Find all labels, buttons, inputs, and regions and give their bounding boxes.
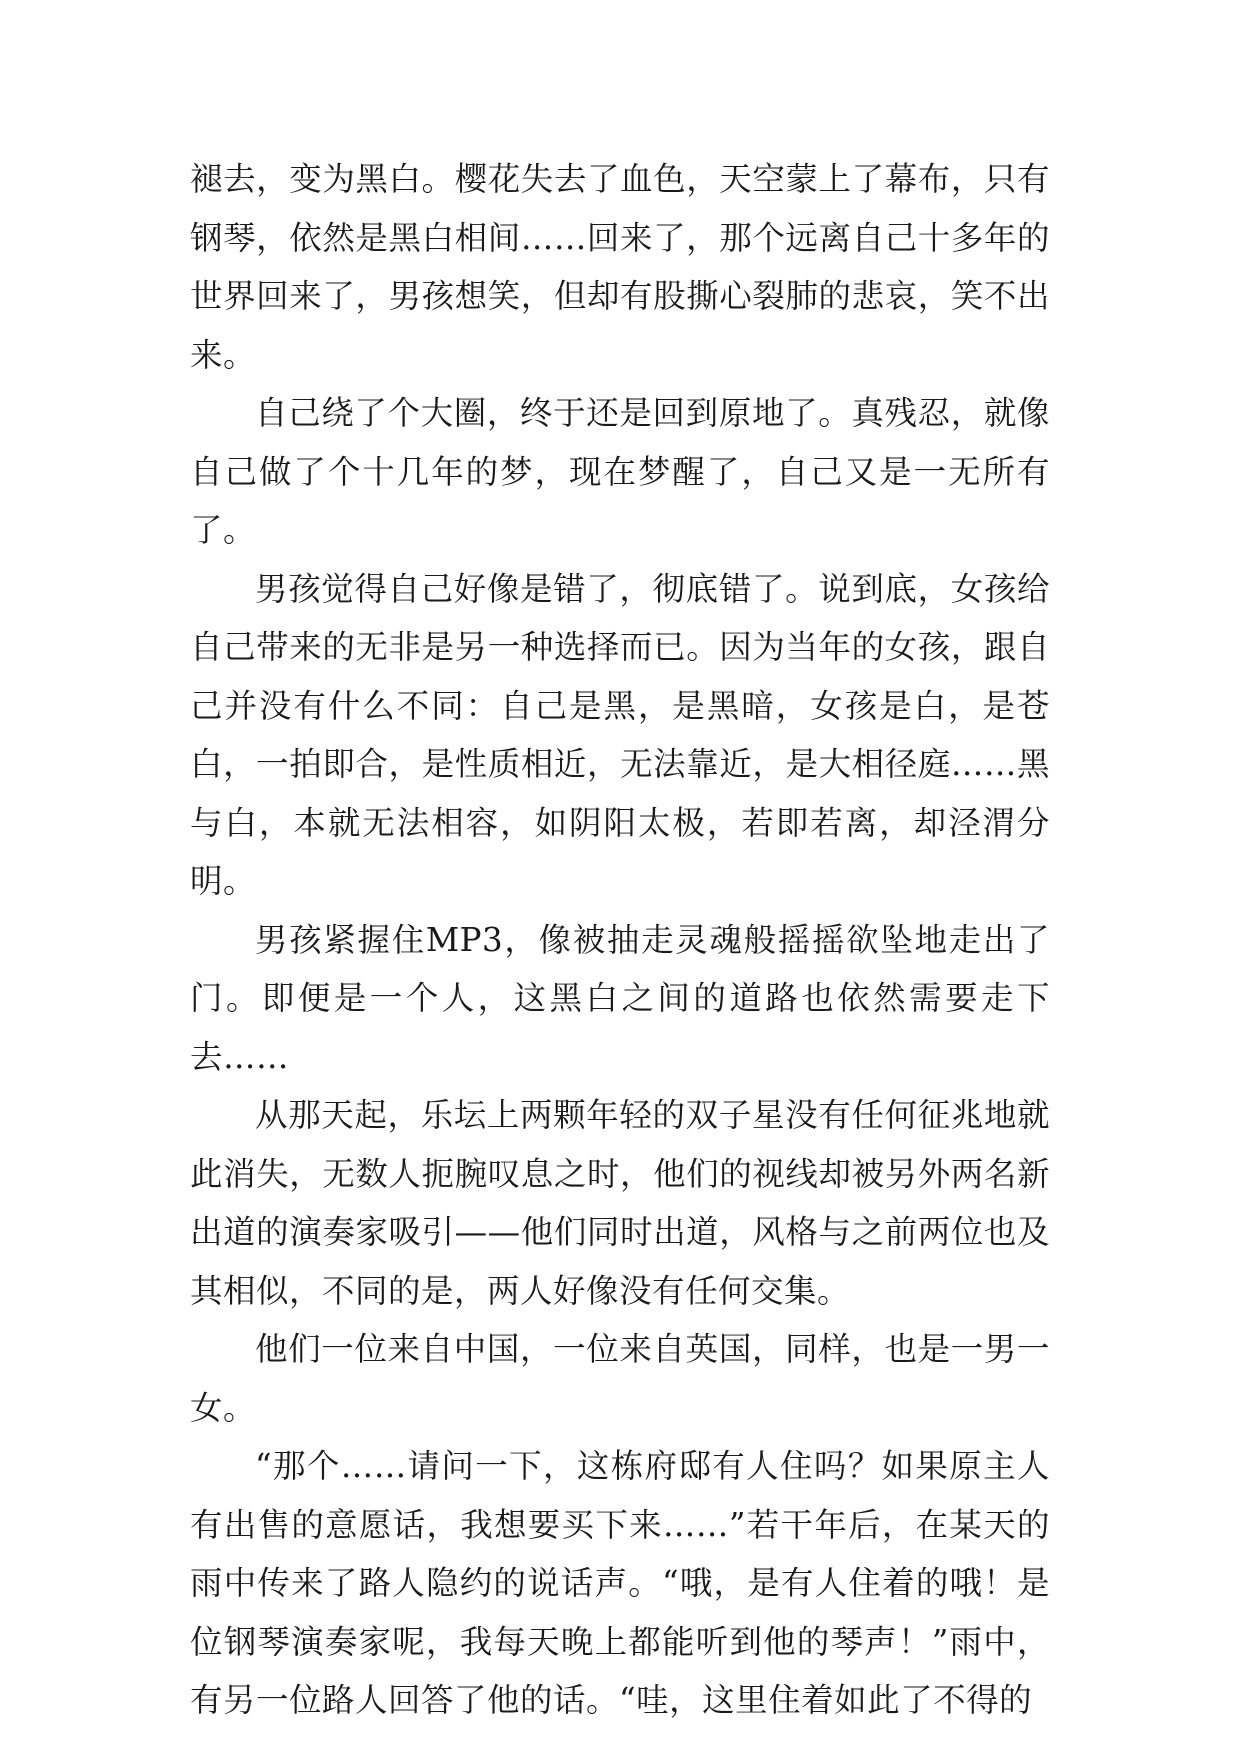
- paragraph-5: 从那天起，乐坛上两颗年轻的双子星没有任何征兆地就此消失，无数人扼腕叹息之时，他们的视线却被另外两名新出道的演奏家吸引——他们同时出道，风格与之前两位也及其相似，不同的是，两人好像没有任何交集。: [190, 1096, 1050, 1310]
- paragraph-4: 男孩紧握住MP3，像被抽走灵魂般摇摇欲坠地走出了门。即便是一个人，这黑白之间的道路也依然需要走下去……: [190, 920, 1050, 1076]
- paragraph-2: 自己绕了个大圈，终于还是回到原地了。真残忍，就像自己做了个十几年的梦，现在梦醒了，自己又是一无所有了。: [190, 394, 1050, 549]
- paragraph-6: 他们一位来自中国，一位来自英国，同样，也是一男一女。: [190, 1330, 1050, 1427]
- paragraph-7: “那个……请问一下，这栋府邸有人住吗？如果原主人有出售的意愿话，我想要买下来……”若干年后，在某天的雨中传来了路人隐约的说话声。“哦，是有人住着的哦！是位钢琴演奏家呢，我每天晚上都能听到他的琴声！”雨中，有另一位路人回答了他的话。“哇，这里住着如此了不得的: [190, 1447, 1050, 1719]
- paragraph-3: 男孩觉得自己好像是错了，彻底错了。说到底，女孩给自己带来的无非是另一种选择而已。因为当年的女孩，跟自己并没有什么不同：自己是黑，是黑暗，女孩是白，是苍白，一拍即合，是性质相近，无法靠近，是大相径庭……黑与白，本就无法相容，如阴阳太极，若即若离，却泾渭分明。: [190, 569, 1050, 900]
- paragraph-1: 褪去，变为黑白。樱花失去了血色，天空蒙上了幕布，只有钢琴，依然是黑白相间……回来了，那个远离自己十多年的世界回来了，男孩想笑，但却有股撕心裂肺的悲哀，笑不出来。: [190, 160, 1050, 374]
- body-text: [190, 150, 1050, 1730]
